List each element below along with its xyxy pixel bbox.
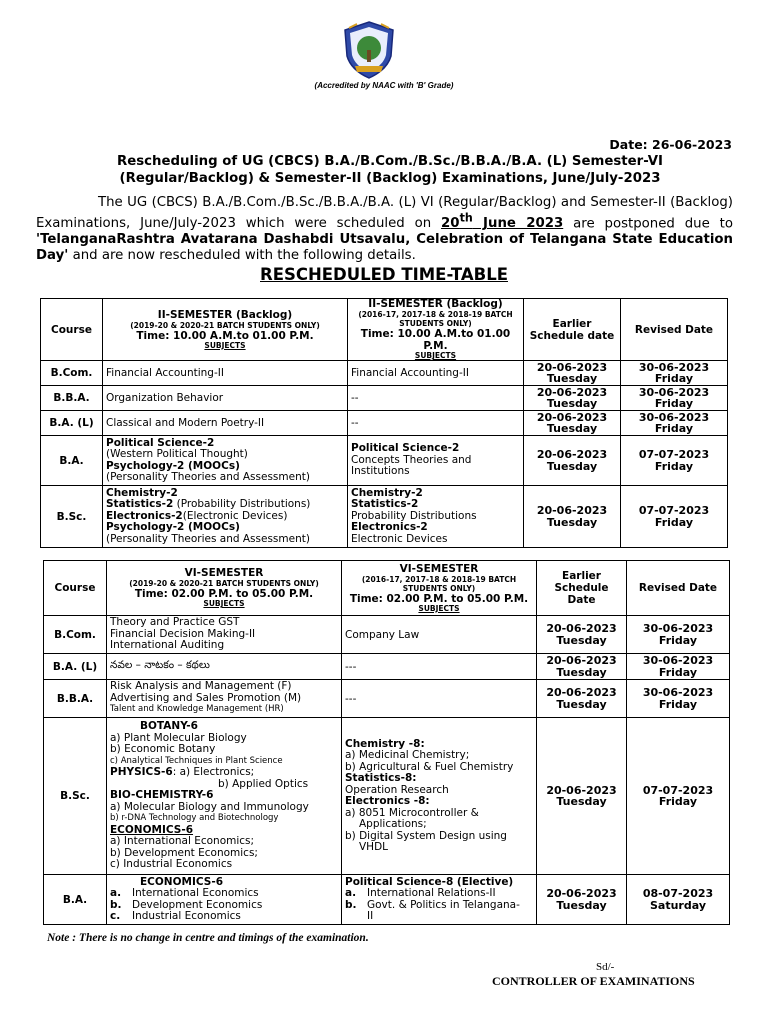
subject-line: International Auditing	[110, 639, 225, 652]
earlier-date-header: Earlier Schedule Date	[537, 561, 627, 616]
table-row	[41, 411, 728, 436]
item-text: Govt. & Politics in Telangana-	[367, 898, 520, 911]
course-cell: B.A.	[44, 875, 107, 925]
date-value: 20-06-2023	[546, 783, 617, 797]
footer-note: Note : There is no change in centre and timings of the examination.	[47, 932, 369, 944]
intro-date-month: June 2023	[472, 216, 564, 232]
table-header-row	[44, 561, 730, 616]
subject-cell	[348, 436, 524, 486]
day-value: Tuesday	[556, 665, 607, 679]
course-cell: B.A. (L)	[44, 654, 107, 680]
course-cell: B.B.A.	[44, 680, 107, 718]
revised-date-header: Revised Date	[621, 299, 728, 361]
subject-line: Chemistry-2	[106, 486, 178, 499]
date-value: 20-06-2023	[536, 360, 608, 374]
subject-line: b) Applied Optics	[218, 777, 309, 790]
date-value: 08-07-2023	[642, 887, 714, 900]
subject-cell	[107, 680, 342, 718]
subject-line: BIO-CHEMISTRY-6	[110, 789, 214, 802]
subject-line: Psychology-2 (MOOCs)	[106, 459, 240, 472]
date-value: 30-06-2023	[642, 686, 714, 699]
item-text: International Economics	[132, 887, 259, 899]
subject-line: b) r-DNA Technology and Biotechnology	[110, 813, 279, 824]
table-header-row	[41, 299, 728, 361]
heading-line-2: (Regular/Backlog) & Semester-II (Backlog) Examinations, June/July-2023	[119, 171, 661, 186]
subject-line: II	[367, 910, 374, 922]
accreditation-note: (Accredited by NAAC with 'B' Grade)	[314, 81, 454, 90]
subject-line: (Personality Theories and Assessment)	[106, 471, 310, 483]
earlier-date-cell	[537, 718, 627, 875]
day-value: Friday	[658, 633, 698, 647]
revised-date-cell	[621, 436, 728, 486]
earlier-date-header: Earlier Schedule date	[524, 299, 621, 361]
subject-title: Electronics-2	[106, 509, 183, 522]
subject-line: Talent and Knowledge Management (HR)	[110, 704, 284, 715]
item-letter: c.	[110, 910, 121, 922]
subject-line: (Personality Theories and Assessment)	[106, 532, 310, 545]
subject-line: ECONOMICS-6	[110, 823, 194, 836]
subject-line: VHDL	[359, 841, 389, 853]
item-letter: a.	[110, 887, 122, 899]
signature: Sd/-	[596, 961, 615, 973]
item-letter: b.	[345, 898, 357, 911]
date-value: 20-06-2023	[536, 385, 608, 399]
earlier-date-cell	[524, 486, 621, 548]
university-emblem	[341, 20, 397, 80]
subject-line: Concepts Theories and	[351, 453, 472, 466]
earlier-date-cell	[537, 875, 627, 925]
subject-line: c) Industrial Economics	[110, 858, 233, 871]
sem-title: VI-SEMESTER	[184, 567, 264, 579]
subject-line: Chemistry -8:	[345, 737, 425, 750]
item-letter: a.	[345, 887, 357, 899]
revised-date-cell	[627, 875, 730, 925]
subject-line: Electronic Devices	[351, 532, 448, 545]
sem-vi-header-2	[342, 561, 537, 616]
intro-part-3: and are now rescheduled with the following details.	[68, 248, 416, 264]
subject-line: Probability Distributions	[351, 509, 477, 522]
course-cell: B.Com.	[44, 616, 107, 654]
date-value: 20-06-2023	[546, 654, 617, 667]
revised-date-header: Revised Date	[627, 561, 730, 616]
subject-cell: Financial Accounting-II	[348, 361, 524, 386]
subject-line: Applications;	[359, 818, 427, 830]
item-letter: b.	[110, 898, 122, 911]
subject-title: PHYSICS-6	[110, 766, 173, 779]
subject-cell	[107, 718, 342, 875]
course-cell: B.B.A.	[41, 386, 103, 411]
day-value: Friday	[654, 397, 694, 410]
date-value: 07-07-2023	[638, 448, 710, 461]
sem-batch: (2019-20 & 2020-21 BATCH STUDENTS ONLY)	[130, 320, 320, 330]
subject-cell: Financial Accounting-II	[103, 361, 348, 386]
day-value: Friday	[658, 697, 698, 711]
subject-detail: : a) Electronics;	[172, 766, 255, 779]
sem-batch: (2019-20 & 2020-21 BATCH STUDENTS ONLY)	[129, 579, 319, 588]
day-value: Tuesday	[546, 515, 598, 529]
intro-date-day: 20	[441, 216, 460, 232]
subjects-label: SUBJECTS	[414, 351, 457, 360]
day-value: Tuesday	[546, 372, 598, 385]
subject-line: b) Economic Botany	[110, 743, 216, 756]
subject-line: Financial Decision Making-II	[110, 627, 256, 640]
subject-line: Operation Research	[345, 783, 449, 796]
revised-date-cell	[627, 616, 730, 654]
item-text: International Relations-II	[367, 887, 496, 899]
sem-vi-header-1	[107, 561, 342, 616]
item-text: Industrial Economics	[132, 910, 241, 922]
table-row	[44, 680, 730, 718]
sem-time: Time: 10.00 A.M.to 01.00 P.M.	[136, 329, 314, 342]
document-date: Date: 26-06-2023	[609, 137, 732, 152]
subject-line: Political Science-2	[106, 436, 215, 449]
date-value: 07-07-2023	[638, 504, 710, 517]
earlier-date-cell	[524, 361, 621, 386]
subject-line: b) Digital System Design using	[345, 829, 507, 842]
subject-cell: ---	[342, 654, 537, 680]
course-cell: B.Sc.	[44, 718, 107, 875]
subject-cell	[348, 486, 524, 548]
subject-cell: --	[348, 386, 524, 411]
subject-detail: (Electronic Devices)	[182, 509, 288, 522]
subject-line: a) Plant Molecular Biology	[110, 731, 247, 744]
day-value: Tuesday	[546, 422, 598, 435]
subject-cell	[103, 486, 348, 548]
subject-line: Statistics-2	[351, 498, 419, 511]
intro-date	[441, 212, 564, 232]
subject-line: Risk Analysis and Management (F)	[110, 680, 292, 693]
revised-date-cell	[621, 486, 728, 548]
date-value: 30-06-2023	[638, 410, 710, 424]
date-value: 20-06-2023	[546, 686, 617, 699]
revised-date-cell	[621, 411, 728, 436]
subject-line	[345, 900, 533, 912]
day-value: Friday	[654, 515, 694, 529]
sem-title: II-SEMESTER (Backlog)	[157, 308, 293, 321]
subject-cell: నవల – నాటకం – కథలు	[107, 654, 342, 680]
day-value: Tuesday	[556, 898, 607, 912]
subject-cell	[107, 875, 342, 925]
course-header: Course	[44, 561, 107, 616]
subject-line: Advertising and Sales Promotion (M)	[110, 691, 302, 704]
subject-line: a) International Economics;	[110, 835, 255, 848]
subject-cell: --	[348, 411, 524, 436]
intro-part-1: The UG (CBCS) B.A./B.Com./B.Sc./B.B.A./B.A. (L) VI (Regular/Backlog) and Semester-II (Backlog) Examinations, June/July-2023 which were scheduled on	[36, 195, 733, 232]
sem-batch: (2016-17, 2017-18 & 2018-19 BATCH STUDENTS ONLY)	[358, 310, 513, 328]
day-value: Tuesday	[556, 697, 607, 711]
subject-line: Political Science-2	[351, 442, 460, 455]
table-row	[44, 654, 730, 680]
semester-vi-table	[43, 560, 730, 925]
date-value: 07-07-2023	[642, 783, 714, 797]
course-header: Course	[41, 299, 103, 361]
sem-ii-header-1	[103, 299, 348, 361]
course-cell: B.A. (L)	[41, 411, 103, 436]
table-row	[44, 875, 730, 925]
controller-title: CONTROLLER OF EXAMINATIONS	[492, 974, 695, 988]
table-row	[41, 361, 728, 386]
course-cell: B.A.	[41, 436, 103, 486]
earlier-date-cell	[537, 680, 627, 718]
day-value: Friday	[654, 459, 694, 473]
subject-line: b) Agricultural & Fuel Chemistry	[345, 760, 514, 773]
day-value: Tuesday	[546, 397, 598, 410]
day-value: Friday	[658, 795, 698, 808]
subject-line: Psychology-2 (MOOCs)	[106, 521, 240, 534]
intro-paragraph	[36, 195, 733, 264]
subject-title: Statistics-2	[106, 498, 174, 511]
table-row	[41, 386, 728, 411]
day-value: Friday	[658, 665, 698, 679]
revised-date-cell	[621, 361, 728, 386]
semester-ii-table	[40, 298, 728, 548]
subject-cell: Organization Behavior	[103, 386, 348, 411]
earlier-date-cell	[537, 654, 627, 680]
subject-line: Chemistry-2	[351, 486, 423, 499]
subject-line: c) Analytical Techniques in Plant Science	[110, 755, 283, 766]
subject-cell	[103, 436, 348, 486]
subject-cell: ---	[342, 680, 537, 718]
table-row	[44, 616, 730, 654]
day-value: Tuesday	[556, 795, 607, 808]
date-value: 20-06-2023	[536, 410, 608, 424]
intro-date-suffix: th	[459, 212, 473, 225]
revised-date-cell	[627, 680, 730, 718]
revised-date-cell	[627, 654, 730, 680]
subject-line: ECONOMICS-6	[140, 875, 224, 888]
subject-cell	[342, 718, 537, 875]
subject-cell: Company Law	[342, 616, 537, 654]
day-value: Tuesday	[546, 459, 598, 473]
subject-line: Political Science-8 (Elective)	[345, 875, 514, 888]
subject-line: a) Molecular Biology and Immunology	[110, 800, 309, 813]
day-value: Friday	[654, 422, 694, 435]
document-heading	[60, 153, 720, 187]
date-value: 30-06-2023	[638, 360, 710, 374]
revised-date-cell	[627, 718, 730, 875]
subject-line: a) Medicinal Chemistry;	[345, 749, 470, 761]
table-row	[41, 486, 728, 548]
subjects-label: SUBJECTS	[203, 599, 245, 608]
revised-date-cell	[621, 386, 728, 411]
sem-batch: (2016-17, 2017-18 & 2018-19 BATCH STUDENTS ONLY)	[361, 574, 517, 593]
date-value: 20-06-2023	[536, 448, 608, 461]
subject-line: Statistics-8:	[345, 772, 417, 784]
subject-detail: (Probability Distributions)	[173, 498, 311, 511]
date-value: 30-06-2023	[642, 654, 714, 667]
subject-line: (Western Political Thought)	[106, 448, 248, 460]
intro-event: 'TelanganaRashtra Avatarana Dashabdi Utsavalu, Celebration of Telangana State Education Day'	[36, 232, 733, 264]
subject-cell	[342, 875, 537, 925]
sem-ii-header-2	[348, 299, 524, 361]
subjects-label: SUBJECTS	[418, 603, 460, 613]
subject-line: BOTANY-6	[140, 720, 198, 733]
sem-time: Time: 10.00 A.M.to 01.00 P.M.	[360, 328, 511, 352]
subject-line: Electronics-2	[351, 521, 428, 534]
subject-line: Institutions	[351, 465, 410, 478]
subject-line: Electronics -8:	[345, 795, 430, 807]
sem-time: Time: 02.00 P.M. to 05.00 P.M.	[349, 592, 529, 605]
subject-line	[110, 911, 338, 923]
subjects-label: SUBJECTS	[204, 340, 246, 350]
subject-line: Theory and Practice GST	[110, 616, 240, 629]
earlier-date-cell	[524, 436, 621, 486]
sem-title: II-SEMESTER (Backlog)	[368, 298, 503, 310]
date-value: 20-06-2023	[546, 887, 617, 900]
date-value: 20-06-2023	[546, 622, 617, 635]
timetable-title: RESCHEDULED TIME-TABLE	[260, 265, 508, 284]
date-value: 20-06-2023	[536, 504, 608, 517]
heading-line-1: Rescheduling of UG (CBCS) B.A./B.Com./B.Sc./B.B.A./B.A. (L) Semester-VI	[116, 154, 663, 169]
item-text: Development Economics	[132, 898, 263, 911]
earlier-date-cell	[524, 411, 621, 436]
day-value: Saturday	[650, 898, 706, 912]
day-value: Friday	[654, 372, 694, 385]
table-row	[44, 718, 730, 875]
earlier-date-cell	[524, 386, 621, 411]
course-cell: B.Com.	[41, 361, 103, 386]
subject-cell: Classical and Modern Poetry-II	[103, 411, 348, 436]
date-value: 30-06-2023	[638, 385, 710, 399]
day-value: Tuesday	[556, 633, 607, 647]
intro-part-2: are postponed due to	[563, 216, 733, 232]
sem-time: Time: 02.00 P.M. to 05.00 P.M.	[134, 588, 314, 600]
subject-cell	[107, 616, 342, 654]
table-row	[41, 436, 728, 486]
course-cell: B.Sc.	[41, 486, 103, 548]
subject-line: b) Development Economics;	[110, 846, 258, 859]
sem-title: VI-SEMESTER	[399, 562, 479, 575]
earlier-date-cell	[537, 616, 627, 654]
subject-line: a) 8051 Microcontroller &	[345, 806, 479, 819]
date-value: 30-06-2023	[642, 622, 714, 635]
